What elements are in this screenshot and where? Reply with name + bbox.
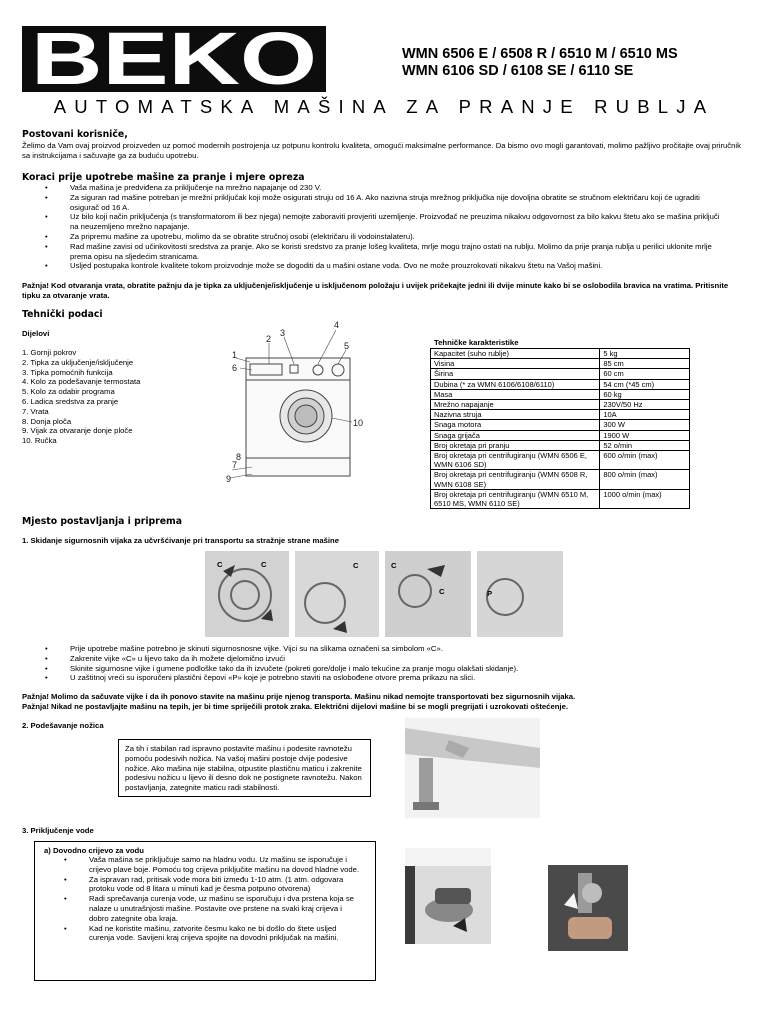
list-item: • U zaštitnoj vreći su isporučeni plastični čepovi «P» koje je potrebno staviti na oslobođene otvore prema prikazu na slici. — [70, 673, 720, 683]
parts-heading: Dijelovi — [22, 329, 50, 338]
table-row — [431, 379, 690, 389]
spec-table — [430, 348, 690, 509]
spec-value-cell: 5 kg — [600, 349, 690, 359]
list-item: 2. Tipka za uključenje/isključenje — [22, 357, 134, 367]
feet-instruction-box — [118, 739, 371, 797]
screw-removal-photos — [205, 551, 563, 637]
brand-text: BEKO — [31, 26, 317, 92]
photo-label-c: C — [391, 561, 397, 570]
table-row — [431, 440, 690, 450]
diagram-number: 3 — [280, 328, 286, 338]
list-item: • Vaša mašina je predviđena za priključenje na mrežno napajanje od 230 V. — [70, 183, 730, 193]
door-warning: Pažnja! Kod otvaranja vrata, obratite pažnju da je tipka za uključenje/isključenje u isključenom položaju i uvijek pričekajte jedni ili dvije minute kako bi se oslobodila bravica na vratima. Pritisnite tipku za otvaranje vrata. — [22, 281, 729, 300]
photo-label-c: C — [439, 587, 445, 596]
list-item: 7. Vrata — [22, 406, 49, 416]
screw-bullets — [70, 644, 720, 683]
spec-label-cell: Nazivna struja — [431, 410, 600, 420]
table-row — [431, 451, 690, 470]
steps-list — [70, 183, 730, 271]
list-item: 5. Kolo za odabir programa — [22, 387, 115, 397]
spec-label-cell: Masa — [431, 389, 600, 399]
beko-logo — [22, 26, 326, 92]
diagram-number: 10 — [353, 418, 364, 428]
greeting-text: Želimo da Vam ovaj proizvod proizveden uz pomoć modernih postrojenja uz potpunu kontrolu kvaliteta, omogući maksimalne performance. Da bismo ovo mogli garantovati, molimo pažljivo pročitajte ovaj priručnik sa instrukcijama i sačuvajte ga za buduću upotrebu. — [22, 141, 741, 160]
diagram-number: 8 — [236, 452, 242, 462]
spec-label-cell: Mrežno napajanje — [431, 400, 600, 410]
spec-value-cell: 300 W — [600, 420, 690, 430]
spec-label-cell: Broj okretaja pri centrifugiranju (WMN 6506 E, WMN 6106 SD) — [431, 451, 600, 470]
list-item: 4. Kolo za podešavanje termostata — [22, 377, 141, 387]
table-row — [431, 359, 690, 369]
diagram-number: 6 — [232, 363, 238, 373]
spec-value-cell: 60 kg — [600, 389, 690, 399]
list-item: 9. Vijak za otvaranje donje ploče — [22, 426, 133, 436]
spec-label-cell: Snaga motora — [431, 420, 600, 430]
list-item: 10. Ručka — [22, 436, 57, 446]
step1-title: 1. Skidanje sigurnosnih vijaka za učvršćivanje pri transportu sa stražnje strane mašine — [22, 536, 340, 545]
list-item: 8. Donja ploča — [22, 416, 72, 426]
list-item: • Za pripremu mašine za upotrebu, molimo da se obratite stručnoj osobi (električaru ili vodoinstalateru). — [70, 232, 730, 242]
list-item: • Prije upotrebe mašine potrebno je skinuti sigurnosnosne vijke. Vijci su na slikama označeni sa simbolom «C». — [70, 644, 720, 654]
transport-warning: Pažnja! Molimo da sačuvate vijke i da ih ponovo stavite na mašinu prije njenog transporta. Mašinu nikad nemojte transportovati bez sigurnosnih vijaka. — [22, 692, 576, 701]
parts-list — [22, 348, 222, 446]
hose-connection-photo — [405, 848, 491, 944]
model-list — [402, 46, 678, 80]
table-row — [431, 470, 690, 489]
model-line-1: WMN 6506 E / 6508 R / 6510 M / 6510 MS — [402, 46, 678, 62]
step2-title: 2. Podešavanje nožica — [22, 721, 104, 730]
spec-value-cell: 60 cm — [600, 369, 690, 379]
photo-label-p: P — [487, 589, 493, 598]
list-item: • Skinite sigurnosne vijke i gumene podloške tako da ih izvučete (pokreti gore/dolje i malo tekućine za pranje mogu olakšati skidanje). — [70, 664, 720, 674]
list-item: • Za ispravan rad, pritisak vode mora biti između 1-10 atm. (1 atm. odgovara protoku vode od 8 litara u minuti kad je česma potpuno otvorena) — [89, 875, 361, 895]
spec-label-cell: Broj okretaja pri centrifugiranju (WMN 6508 R, WMN 6108 SE) — [431, 470, 600, 489]
list-item: 3. Tipka pomoćnih funkcija — [22, 367, 113, 377]
spec-value-cell: 54 cm (*45 cm) — [600, 379, 690, 389]
tap-connection-photo — [548, 865, 628, 951]
list-item: • Radi sprečavanja curenja vode, uz mašinu se isporučuju i dva prstena koja se nalaze u unutrašnjosti mašine. Postavite ove prstene na svaki kraj crijeva i dobro zategnite oba kraja. — [89, 894, 361, 923]
placement-heading: Mjesto postavljanja i priprema — [22, 516, 183, 527]
greeting-heading: Postovani korisniče, — [22, 129, 128, 140]
document-title: AUTOMATSKA MAŠINA ZA PRANJE RUBLJA — [53, 96, 715, 117]
spec-value-cell: 85 cm — [600, 359, 690, 369]
spec-value-cell: 10A — [600, 410, 690, 420]
spec-value-cell: 52 o/min — [600, 440, 690, 450]
spec-label-cell: Broj okretaja pri pranju — [431, 440, 600, 450]
diagram-number: 1 — [232, 350, 238, 360]
steps-heading: Koraci prije upotrebe mašine za pranje i mjere opreza — [22, 172, 305, 183]
spec-label-cell: Dubina (* za WMN 6106/6108/6110) — [431, 379, 600, 389]
model-line-2: WMN 6106 SD / 6108 SE / 6110 SE — [402, 63, 634, 79]
list-item: • Kad ne koristite mašinu, zatvorite česmu kako ne bi došlo do štete usljed curenja vode. Savijeni kraj crijeva spojite na dovodni priključak na mašini. — [89, 924, 361, 944]
diagram-number: 5 — [344, 341, 350, 351]
list-item: • Zakrenite vijke «C» u lijevo tako da ih možete djelomično izvući — [70, 654, 720, 664]
carpet-warning: Pažnja! Nikad ne postavljajte mašinu na tepih, jer bi time spriječili protok zraka. Električni dijelovi mašine bi se mogli pregrijati i uzrokovati oštećenje. — [22, 702, 568, 711]
photo-label-c: C — [353, 561, 359, 570]
feet-instruction-text: Za tih i stabilan rad ispravno postavite mašinu i podesite ravnotežu pomoću podesivih nožica. Na vašoj mašini postoje dvije podesive nožice. Ako mašina nije stabilna, otpustite plastičnu maticu i zakrenite podesivu nožicu u lijevo ili desno dok ne postignete ravnotežu. Nakon postavljanja, zategnite maticu radi stabilnosti. — [125, 744, 362, 793]
table-row — [431, 410, 690, 420]
spec-value-cell: 1000 o/min (max) — [600, 489, 690, 508]
list-item: • Za siguran rad mašine potreban je mrežni priključak koji može osigurati struju od 16 A. Ako nazivna struja mrežnog priključka nije dovoljna obratite se stručnom električaru koji će ugraditi osigurač od 16 A. — [70, 193, 730, 213]
diagram-number: 4 — [334, 320, 340, 330]
spec-heading: Tehničke karakteristike — [434, 338, 519, 347]
photo-label-c: C — [261, 560, 267, 569]
list-item: • Uz bilo koji način priključenja (s transformatorom ili bez njega) nemojte zaboraviti provjeriti uzemljenje. Proizvođač ne preuzima nikakvu odgovornost za bilo kakvu štetu ako se mašina priključi na neuzemljeno mrežno napajanje. — [70, 212, 730, 232]
diagram-number: 7 — [232, 460, 238, 470]
table-row — [431, 349, 690, 359]
spec-label-cell: Broj okretaja pri centrifugiranju (WMN 6510 M, 6510 MS, WMN 6110 SE) — [431, 489, 600, 508]
list-item: 1. Gornji pokrov — [22, 348, 77, 357]
spec-label-cell: Širina — [431, 369, 600, 379]
list-item: 6. Ladica sredstva za pranje — [22, 396, 119, 406]
table-row — [431, 389, 690, 399]
table-row — [431, 430, 690, 440]
table-row — [431, 369, 690, 379]
spec-label-cell: Snaga grijača — [431, 430, 600, 440]
spec-value-cell: 230V/50 Hz — [600, 400, 690, 410]
spec-value-cell: 1900 W — [600, 430, 690, 440]
spec-label-cell: Visina — [431, 359, 600, 369]
list-item: • Rad mašine zavisi od učinkovitosti sredstva za pranje. Ako se koristi sredstvo za pranje lošeg kvaliteta, mrlje mogu trajno ostati na rublju. Molimo da prije pranja rublja u perilici uklonite mrlje prema opisu na sljedećim stranicama. — [70, 242, 730, 262]
diagram-number: 2 — [266, 334, 272, 344]
tech-heading: Tehnički podaci — [22, 309, 103, 320]
list-item: • Usljed postupaka kontrole kvalitete tokom proizvodnje može se dogoditi da u mašini ostane voda. Ovo ne može prouzrokovati nikakvu štetu na Vašoj mašini. — [70, 261, 730, 271]
water-supply-box — [34, 841, 376, 981]
photo-label-c: C — [217, 560, 223, 569]
spec-value-cell: 800 o/min (max) — [600, 470, 690, 489]
adjustable-foot-photo — [405, 718, 540, 818]
washing-machine-diagram — [222, 318, 382, 488]
table-row — [431, 400, 690, 410]
step3-title: 3. Priključenje vode — [22, 826, 94, 835]
list-item: • Vaša mašina se priključuje samo na hladnu vodu. Uz mašinu se isporučuje i crijevo plave boje. Pomoću tog crijeva priključite mašinu na dovod hladne vode. — [89, 855, 361, 875]
table-row — [431, 420, 690, 430]
supply-bullets — [89, 855, 361, 943]
spec-label-cell: Kapacitet (suho rublje) — [431, 349, 600, 359]
diagram-number: 9 — [226, 474, 232, 484]
spec-value-cell: 600 o/min (max) — [600, 451, 690, 470]
supply-title: a) Dovodno crijevo za vodu — [44, 846, 144, 855]
table-row — [431, 489, 690, 508]
